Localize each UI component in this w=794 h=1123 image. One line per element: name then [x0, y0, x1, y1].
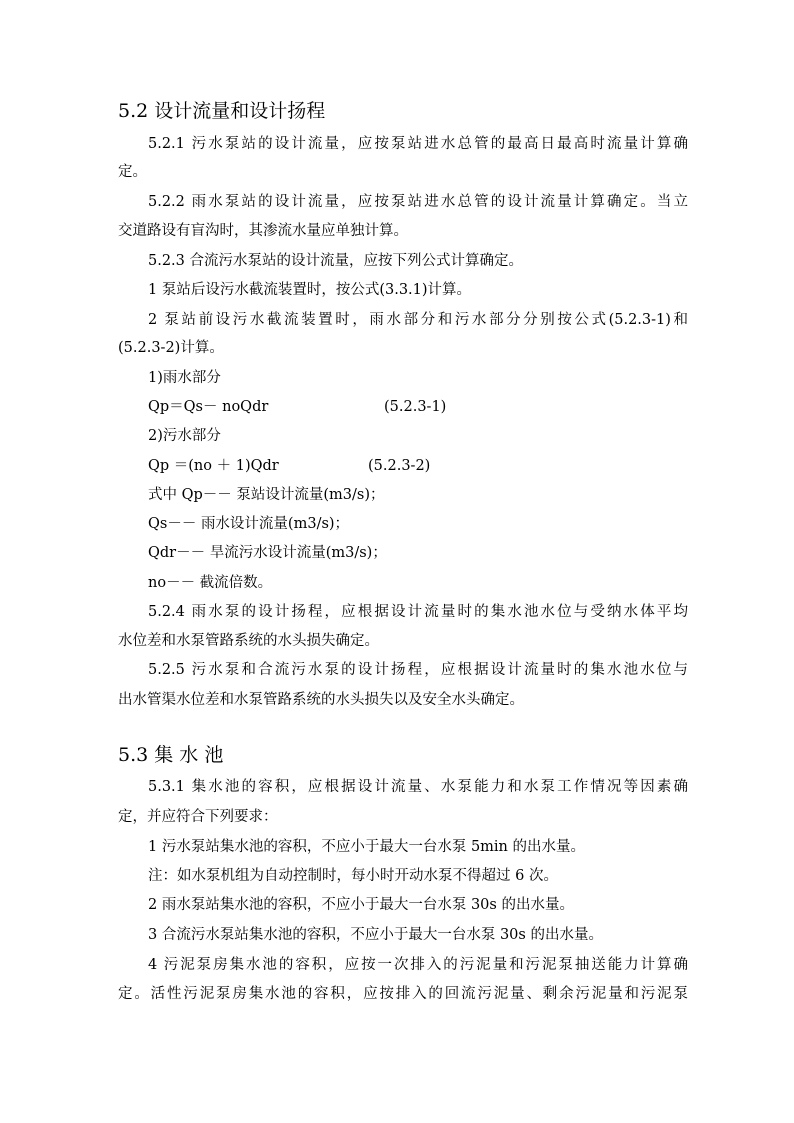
paragraph-5-2-1-line-1: 5.2.1 污水泵站的设计流量，应按泵站进水总管的最高日最高时流量计算确: [148, 136, 688, 152]
where-line-4: no－－ 截流倍数。: [148, 575, 273, 591]
section-heading-5-3: 5.3 集 水 池: [118, 744, 224, 766]
paragraph-5-2-2-line-1: 5.2.2 雨水泵站的设计流量，应按泵站进水总管的设计流量计算确定。当立: [148, 194, 688, 210]
paragraph-5-3-1-line-2: 定，并应符合下列要求：: [118, 809, 278, 825]
equation-2: Qp ＝(no ＋ 1)Qdr: [148, 458, 279, 474]
equation-1: Qp＝Qs－ noQdr: [148, 399, 269, 415]
equation-2-row: [148, 456, 688, 476]
list-item-2-line-1: 2 泵站前设污水截流装置时，雨水部分和污水部分分别按公式(5.2.3-1)和: [148, 312, 688, 328]
equation-1-row: [148, 397, 688, 417]
pool-item-1: 1 污水泵站集水池的容积，不应小于最大一台水泵 5min 的出水量。: [148, 839, 586, 855]
paragraph-5-2-5-line-1: 5.2.5 污水泵和合流污水泵的设计扬程，应根据设计流量时的集水池水位与: [148, 662, 688, 678]
pool-item-2: 2 雨水泵站集水池的容积，不应小于最大一台水泵 30s 的出水量。: [148, 897, 574, 913]
paragraph-5-2-4-line-1: 5.2.4 雨水泵的设计扬程，应根据设计流量时的集水池水位与受纳水体平均: [148, 604, 688, 620]
section-heading-5-2: 5.2 设计流量和设计扬程: [118, 100, 326, 122]
pool-item-3: 3 合流污水泵站集水池的容积，不应小于最大一台水泵 30s 的出水量。: [148, 927, 603, 943]
sub-item-sewage: 2)污水部分: [148, 428, 221, 444]
equation-2-number: (5.2.3-2): [368, 458, 431, 474]
pool-item-4-line-2: 定。活性污泥泵房集水池的容积，应按排入的回流污泥量、剩余污泥量和污泥泵: [118, 986, 688, 1002]
paragraph-5-2-3: 5.2.3 合流污水泵站的设计流量，应按下列公式计算确定。: [148, 253, 524, 269]
where-line-3: Qdr－－ 旱流污水设计流量(m3/s)；: [148, 545, 387, 561]
where-line-1: 式中 Qp－－ 泵站设计流量(m3/s)；: [148, 487, 385, 503]
pool-note: 注：如水泵机组为自动控制时，每小时开动水泵不得超过 6 次。: [148, 868, 558, 884]
list-item-1: 1 泵站后设污水截流装置时，按公式(3.3.1)计算。: [148, 282, 472, 298]
list-item-2-line-2: (5.2.3-2)计算。: [118, 340, 224, 356]
pool-item-4-line-1: 4 污泥泵房集水池的容积，应按一次排入的污泥量和污泥泵抽送能力计算确: [148, 957, 688, 973]
paragraph-5-3-1-line-1: 5.3.1 集水池的容积，应根据设计流量、水泵能力和水泵工作情况等因素确: [148, 779, 688, 795]
where-line-2: Qs－－ 雨水设计流量(m3/s)；: [148, 516, 350, 532]
sub-item-rain: 1)雨水部分: [148, 370, 221, 386]
equation-1-number: (5.2.3-1): [384, 399, 447, 415]
paragraph-5-2-1-line-2: 定。: [118, 164, 147, 180]
paragraph-5-2-4-line-2: 水位差和水泵管路系统的水头损失确定。: [118, 633, 379, 649]
paragraph-5-2-2-line-2: 交道路设有盲沟时，其渗流水量应单独计算。: [118, 223, 408, 239]
paragraph-5-2-5-line-2: 出水管渠水位差和水泵管路系统的水头损失以及安全水头确定。: [118, 692, 524, 708]
